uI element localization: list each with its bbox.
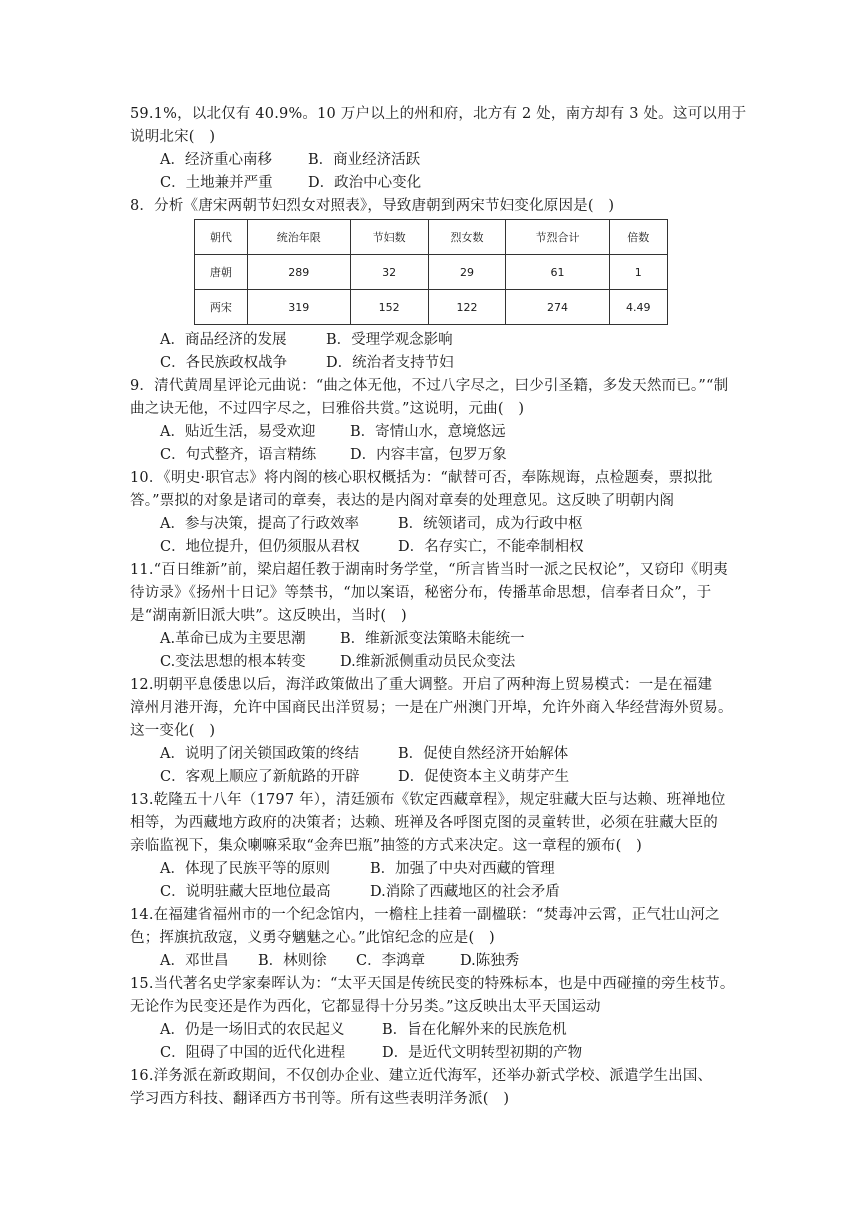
table-cell: 319 [247,290,350,325]
table-header-cell: 节烈合计 [506,220,609,255]
q15-option-c: C．阻碍了中国的近代化进程 [160,1045,346,1061]
q8-option-b: B．受理学观念影响 [326,332,453,348]
q15-options-row-2 [160,1042,582,1064]
q11-option-c: C.变法思想的根本转变 [160,654,306,670]
table-cell: 61 [506,255,609,290]
q14-option-c: C．李鸿章 [356,953,426,969]
q9-option-a: A．贴近生活，易受欢迎 [160,424,316,440]
q9-option-d: D．内容丰富，包罗万象 [350,447,507,463]
q10-option-d: D．名存实亡，不能牵制相权 [398,539,584,555]
table-header-cell: 节妇数 [350,220,428,255]
q13-option-c: C．说明驻藏大臣地位最高 [160,884,331,900]
q10-option-a: A．参与决策，提高了行政效率 [160,516,359,532]
table-cell: 122 [428,290,506,325]
q7-options-row-1 [160,149,420,171]
q14-stem-line-1: 14.在福建省福州市的一个纪念馆内，一檐柱上挂着一副楹联：“焚毒冲云霄，正气壮山河之 [130,907,720,923]
q8-option-a: A．商品经济的发展 [160,332,287,348]
q11-stem-line-1: 11.“百日维新”前，梁启超任教于湖南时务学堂，“所言皆当时一派之民权论”，又窃印《明夷 [130,562,729,578]
q9-option-b: B．寄情山水，意境悠远 [350,424,506,440]
q8-option-c: C．各民族政权战争 [160,355,288,371]
table-cell: 32 [350,255,428,290]
q12-options-row-2 [160,766,569,788]
q12-option-c: C．客观上顺应了新航路的开辟 [160,769,360,785]
q10-options-row-1 [160,513,583,535]
q9-option-c: C．句式整齐，语言精练 [160,447,317,463]
q8-stem: 8．分析《唐宋两朝节妇烈女对照表》，导致唐朝到两宋节妇变化原因是( ) [130,198,615,214]
q13-options-row-2 [160,881,560,903]
q11-stem-line-3: 是“湖南新旧派大哄”。这反映出，当时( ) [130,608,407,624]
q13-option-d: D.消除了西藏地区的社会矛盾 [370,884,560,900]
q10-stem-line-1: 10．《明史·职官志》将内阁的核心职权概括为：“献替可否，奉陈规诲，点检题奏，票拟批 [130,470,713,486]
table-cell: 152 [350,290,428,325]
q13-options-row-1 [160,858,555,880]
q13-option-a: A．体现了民族平等的原则 [160,861,330,877]
q13-option-b: B．加强了中央对西藏的管理 [370,861,555,877]
q9-stem-line-1: 9．清代黄周星评论元曲说：“曲之体无他，不过八字尽之，曰少引圣籍，多发天然而已。”“制 [130,378,729,394]
table-cell: 两宋 [195,290,248,325]
q14-option-a: A．邓世昌 [160,953,229,969]
q15-option-a: A．仍是一场旧式的农民起义 [160,1022,345,1038]
q13-stem-line-1: 13.乾隆五十八年（1797 年），清廷颁布《钦定西藏章程》，规定驻藏大臣与达赖、班禅地位 [130,792,726,808]
table-row [195,290,668,325]
q7-stem-line-1: 59.1%，以北仅有 40.9%。10 万户以上的州和府，北方有 2 处，南方却有 3 处。这可以用于 [130,106,747,122]
table-header-cell: 统治年限 [247,220,350,255]
table-header-cell: 烈女数 [428,220,506,255]
q8-options-row-2 [160,352,454,374]
q15-option-b: B．旨在化解外来的民族危机 [382,1022,567,1038]
table-header-row [195,220,668,255]
table-cell: 274 [506,290,609,325]
q7-options-row-2 [160,172,421,194]
q8-options-row-1 [160,329,453,351]
table-cell: 4.49 [609,290,667,325]
q9-options-row-2 [160,444,507,466]
q9-options-row-1 [160,421,506,443]
q15-stem-line-2: 无论作为民变还是作为西化，它都显得十分另类。”这反映出太平天国运动 [130,999,601,1015]
q12-option-a: A．说明了闭关锁国政策的终结 [160,746,359,762]
table-row [195,255,668,290]
q15-option-d: D．是近代文明转型初期的产物 [382,1045,583,1061]
q7-option-a: A．经济重心南移 [160,152,272,168]
table-cell: 1 [609,255,667,290]
q11-option-d: D.维新派侧重动员民众变法 [340,654,516,670]
q12-stem-line-1: 12.明朝平息倭患以后，海洋政策做出了重大调整。开启了两种海上贸易模式：一是在福建 [130,677,713,693]
table-cell: 289 [247,255,350,290]
tang-song-table [194,219,668,325]
q14-stem-line-2: 色；挥旗抗敌寇，义勇夺魑魅之心。”此馆纪念的应是( ) [130,930,495,946]
q7-option-c: C．土地兼并严重 [160,175,273,191]
q12-option-d: D．促使资本主义萌芽产生 [398,769,570,785]
q16-stem-line-1: 16.洋务派在新政期间，不仅创办企业、建立近代海军，还举办新式学校、派遣学生出国、 [130,1068,713,1084]
q11-options-row-1 [160,628,525,650]
q7-option-d: D．政治中心变化 [308,175,422,191]
q14-option-d: D.陈独秀 [460,953,520,969]
q15-options-row-1 [160,1019,567,1041]
q14-options-row [160,950,519,972]
q12-stem-line-2: 漳州月港开海，允许中国商民出洋贸易；一是在广州澳门开埠，允许外商入华经营海外贸易。 [130,700,733,716]
q11-options-row-2 [160,651,515,673]
q13-stem-line-3: 亲临监视下，集众喇嘛采取“金奔巴瓶”抽签的方式来决定。这一章程的颁布( ) [130,838,643,854]
q12-option-b: B．促使自然经济开始解体 [398,746,569,762]
q16-stem-line-2: 学习西方科技、翻译西方书刊等。所有这些表明洋务派( ) [130,1091,510,1107]
q15-stem-line-1: 15.当代著名史学家秦晖认为：“太平天国是传统民变的特殊标本，也是中西碰撞的旁生枝节。 [130,976,735,992]
q8-option-d: D．统治者支持节妇 [326,355,454,371]
q10-options-row-2 [160,536,584,558]
q13-stem-line-2: 相等，为西藏地方政府的决策者；达赖、班禅及各呼图克图的灵童转世，必须在驻藏大臣的 [130,815,718,831]
q7-stem-line-2: 说明北宋( ) [130,129,216,145]
table-header-cell: 倍数 [609,220,667,255]
q12-options-row-1 [160,743,568,765]
q9-stem-line-2: 曲之诀无他，不过四字尽之，曰雅俗共赏。”这说明，元曲( ) [130,401,525,417]
table-cell: 29 [428,255,506,290]
q10-option-c: C．地位提升，但仍须服从君权 [160,539,360,555]
q11-stem-line-2: 待访录》《扬州十日记》等禁书，“加以案语，秘密分布，传播革命思想，信奉者日众”，于 [130,585,712,601]
q14-option-b: B．林则徐 [258,953,327,969]
q7-option-b: B．商业经济活跃 [308,152,421,168]
q11-option-b: B．维新派变法策略未能统一 [340,631,525,647]
table-header-cell: 朝代 [195,220,248,255]
q10-stem-line-2: 答。”票拟的对象是诸司的章奏，表达的是内阁对章奏的处理意见。这反映了明朝内阁 [130,493,675,509]
q10-option-b: B．统领诸司，成为行政中枢 [398,516,583,532]
q12-stem-line-3: 这一变化( ) [130,723,216,739]
table-cell: 唐朝 [195,255,248,290]
q11-option-a: A.革命已成为主要思潮 [160,631,306,647]
